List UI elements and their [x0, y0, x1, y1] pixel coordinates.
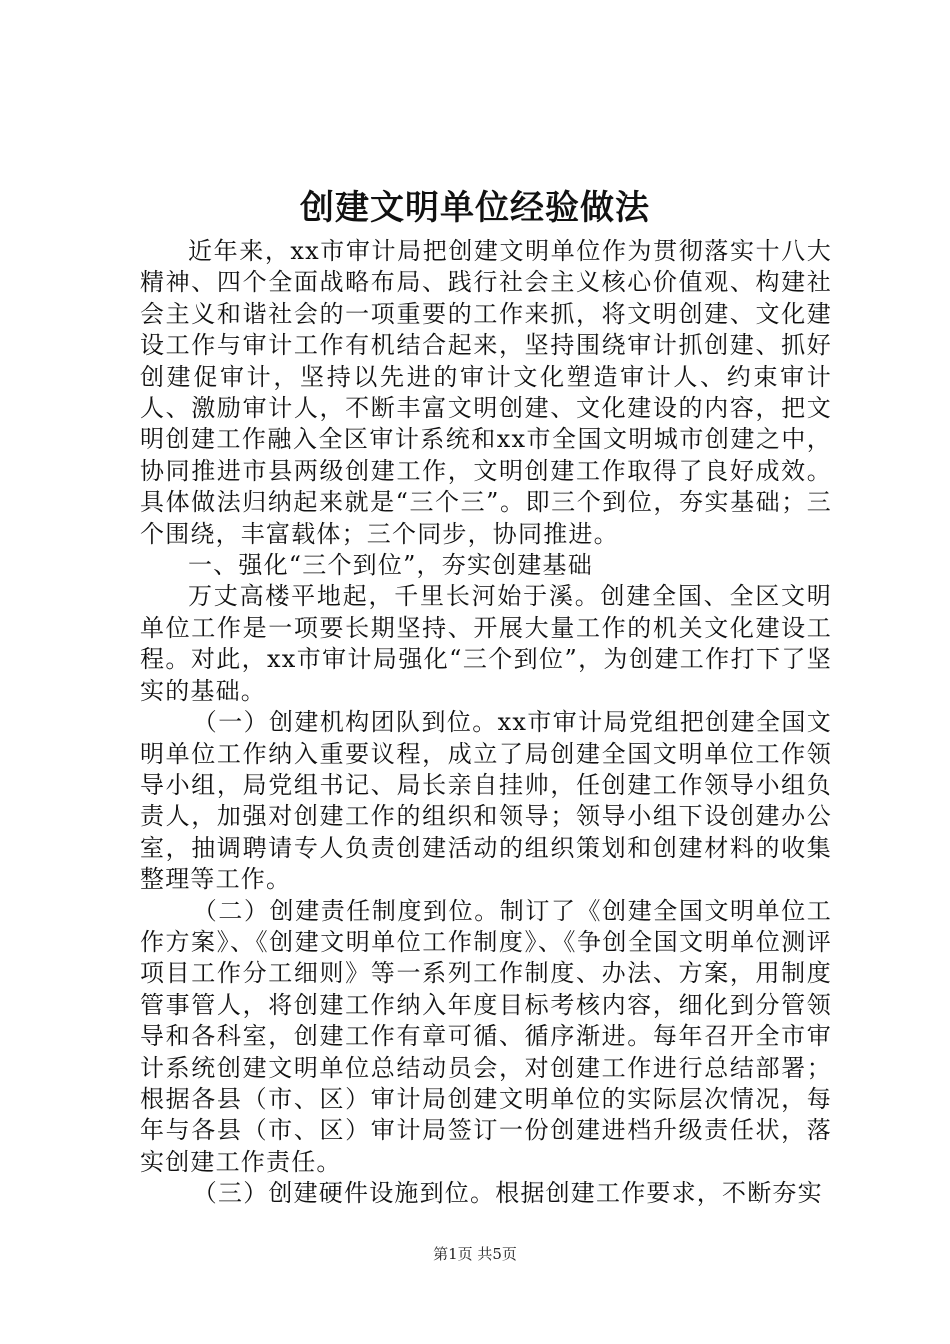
document-body — [140, 236, 832, 1210]
document-title: 创建文明单位经验做法 — [300, 188, 650, 228]
body-paragraph: （二）创建责任制度到位。制订了《创建全国文明单位工作方案》、《创建文明单位工作制度》、《争创全国文明单位测评项目工作分工细则》等一系列工作制度、办法、方案，用制度管事管人，将创建工作纳入年度目标考核内容，细化到分管领导和各科室，创建工作有章可循、循序渐进。每年召开全市审计系统创建文明单位总结动员会，对创建工作进行总结部署；根据各县（市、区）审计局创建文明单位的实际层次情况，每年与各县（市、区）审计局签订一份创建进档升级责任状，落实创建工作责任。 — [140, 896, 832, 1176]
page-footer: 第1页 共5页 — [433, 1245, 517, 1263]
intro-paragraph: 近年来，xx市审计局把创建文明单位作为贯彻落实十八大精神、四个全面战略布局、践行社会主义核心价值观、构建社会主义和谐社会的一项重要的工作来抓，将文明创建、文化建设工作与审计工作有机结合起来，坚持围绕审计抓创建、抓好创建促审计，坚持以先进的审计文化塑造审计人、约束审计人、激励审计人，不断丰富文明创建、文化建设的内容，把文明创建工作融入全区审计系统和xx市全国文明城市创建之中，协同推进市县两级创建工作，文明创建工作取得了良好成效。具体做法归纳起来就是“三个三”。即三个到位，夯实基础；三个围绕，丰富载体；三个同步，协同推进。 — [140, 237, 832, 548]
body-paragraph: （三）创建硬件设施到位。根据创建工作要求，不断夯实 — [192, 1179, 823, 1208]
body-paragraph: 万丈高楼平地起，千里长河始于溪。创建全国、全区文明单位工作是一项要长期坚持、开展大量工作的机关文化建设工程。对此，xx市审计局强化“三个到位”，为创建工作打下了坚实的基础。 — [140, 582, 832, 705]
section-heading: 一、强化“三个到位”，夯实创建基础 — [188, 551, 593, 580]
body-paragraph: （一）创建机构团队到位。xx市审计局党组把创建全国文明单位工作纳入重要议程，成立了局创建全国文明单位工作领导小组，局党组书记、局长亲自挂帅，任创建工作领导小组负责人，加强对创建工作的组织和领导；领导小组下设创建办公室，抽调聘请专人负责创建活动的组织策划和创建材料的收集整理等工作。 — [140, 708, 832, 894]
